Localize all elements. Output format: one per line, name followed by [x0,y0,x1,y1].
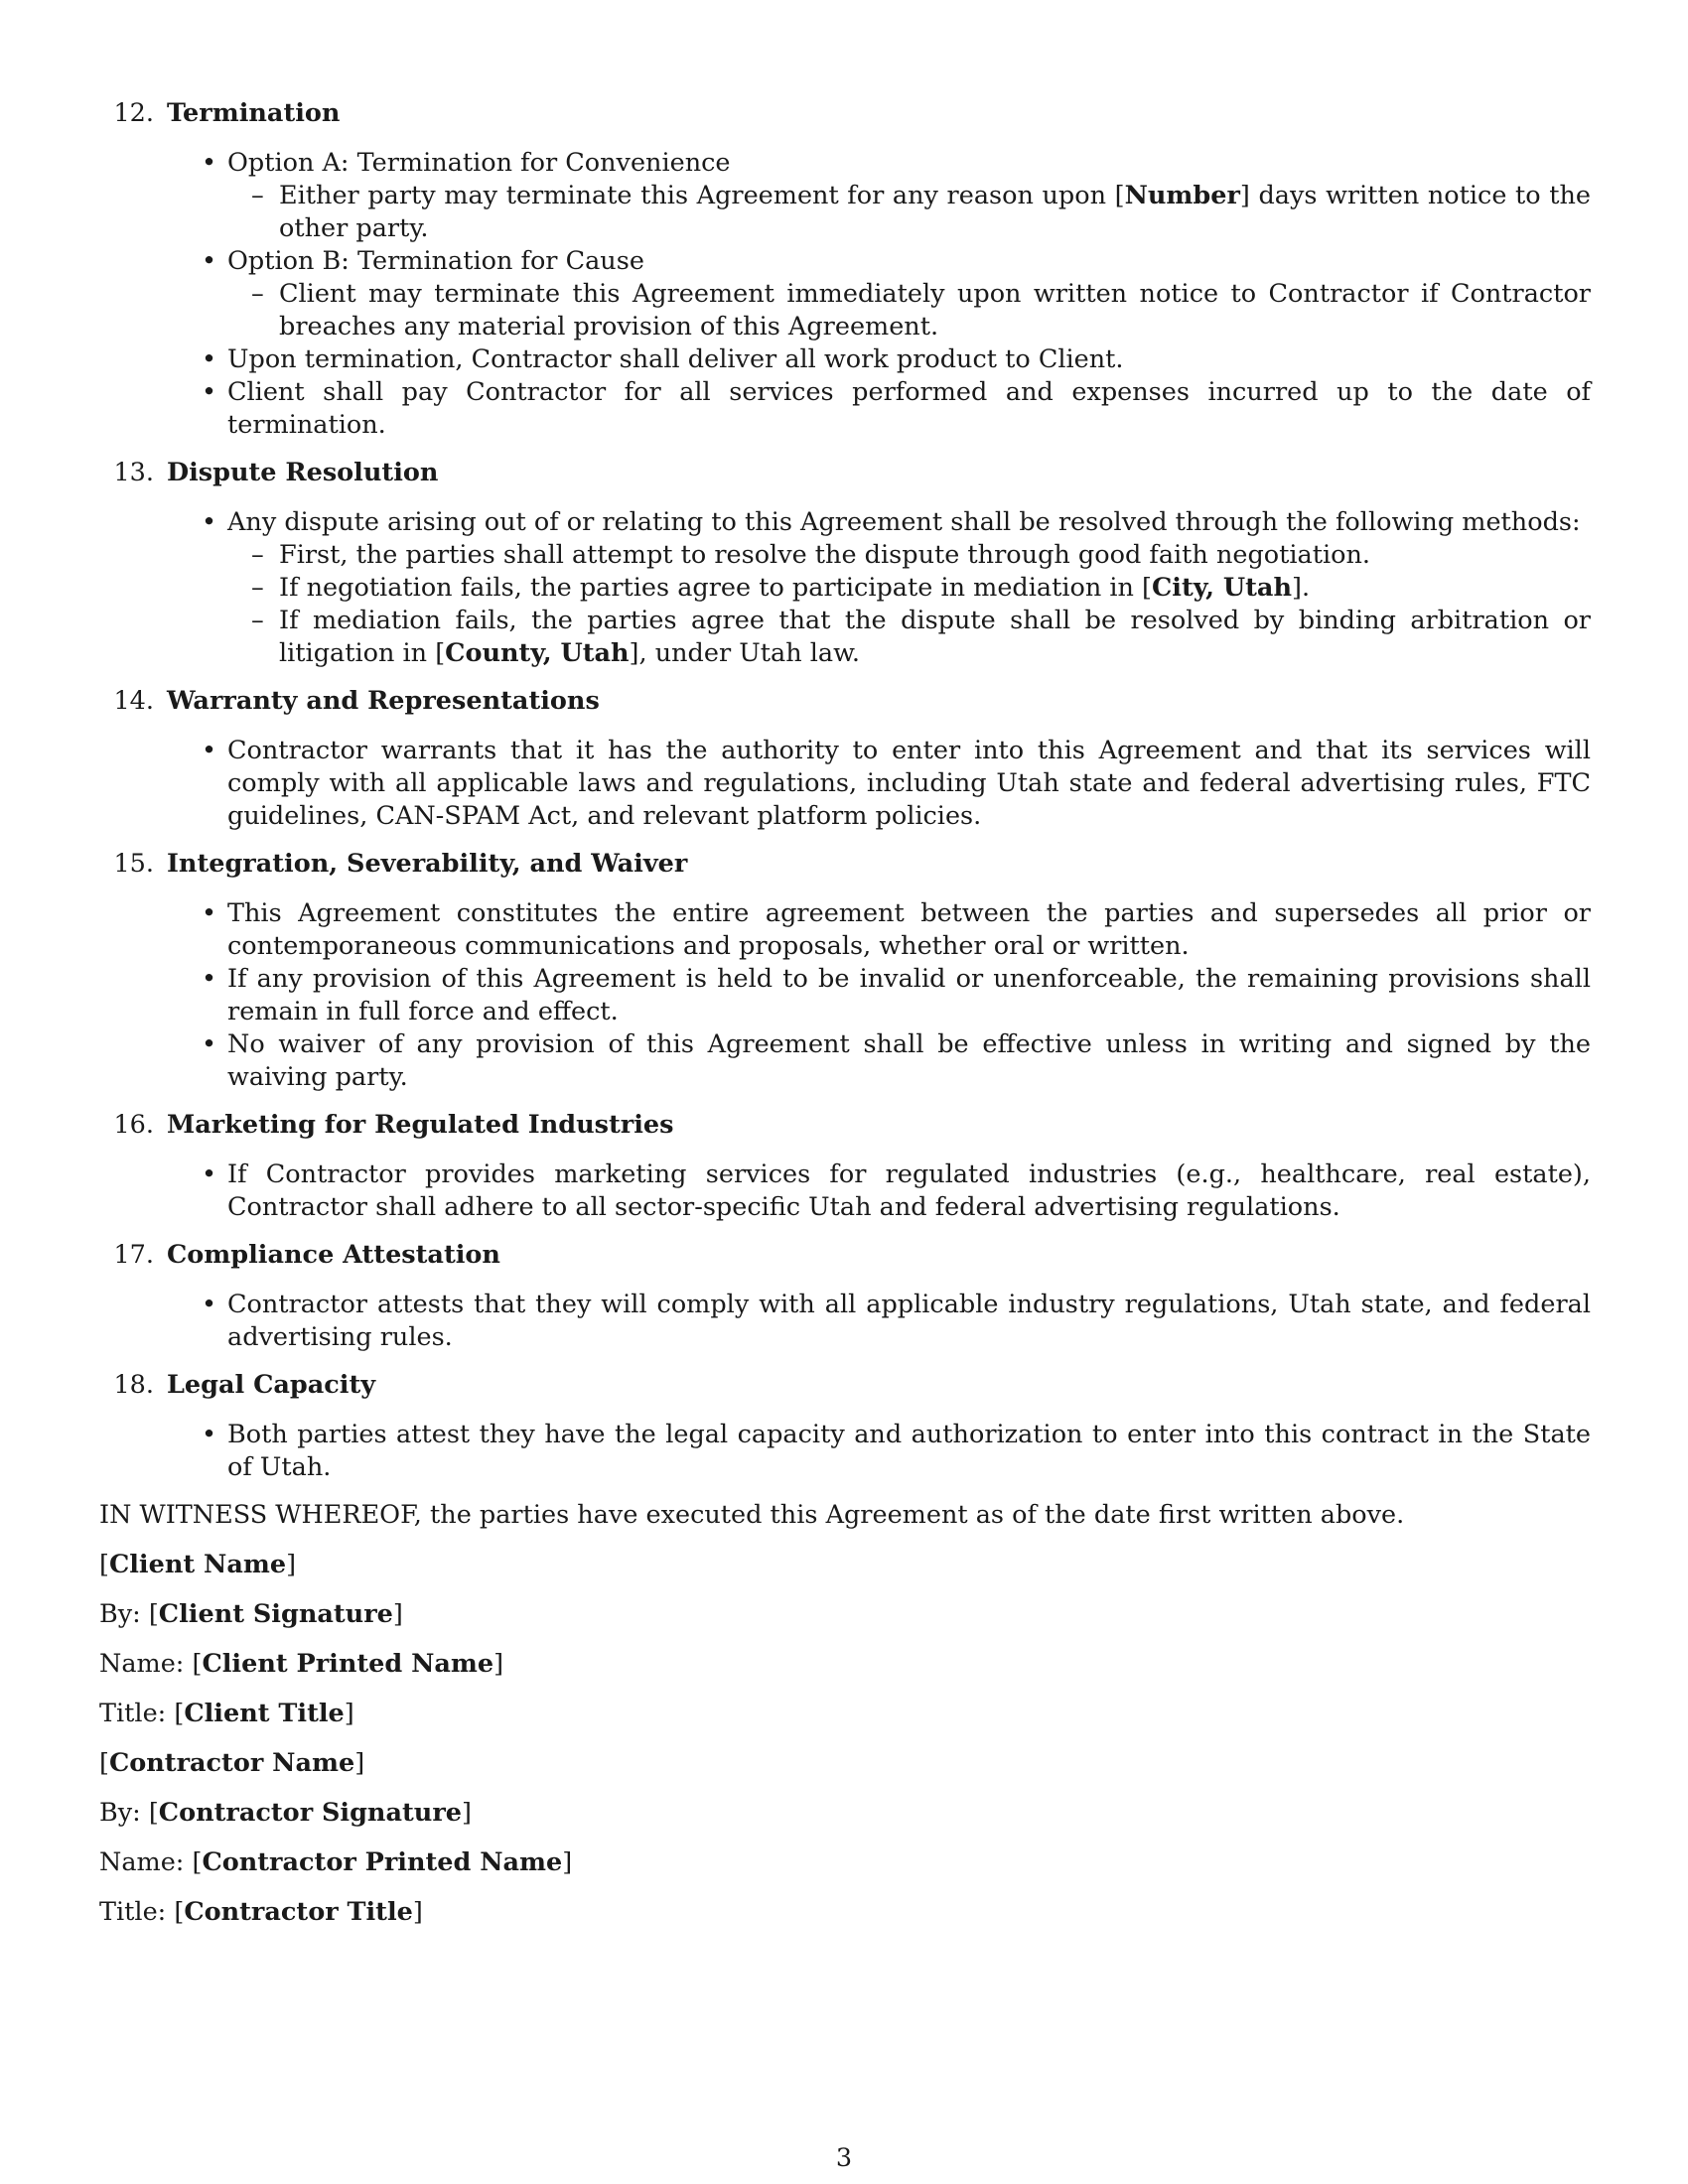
signature-line [99,1846,1591,1879]
sections-list [99,97,1591,1484]
bracket-open: [ [192,1649,203,1679]
bracket-close: ] [286,1550,297,1579]
placeholder-field: Client Signature [158,1599,393,1629]
placeholder-field: Number [1124,181,1240,210]
signature-line [99,1598,1591,1631]
bracket-open: [ [192,1847,203,1877]
bullet-text: • Upon termination, Contractor shall deliver all work product to Client. [227,344,1124,374]
bracket-close: ] [562,1847,573,1877]
sub-item-text: ], under Utah law. [629,638,860,668]
bullet-text: • Contractor attests that they will comply with all applicable industry regulations, Utah state, and federal advertising rules. [227,1290,1591,1352]
signature-label: Title: [99,1699,175,1728]
bullet-text: • Option A: Termination for Convenience [227,148,731,178]
bullet-text: • If any provision of this Agreement is held to be invalid or unenforceable, the remaining provisions shall remain in full force and effect. [227,964,1591,1026]
sub-item [279,605,1591,670]
section-title: Integration, Severability, and Waiver [167,849,688,879]
section-12 [99,97,1591,442]
bullet-text: • This Agreement constitutes the entire agreement between the parties and supersedes all prior or contemporaneous communications and proposals, whether oral or written. [227,898,1591,961]
placeholder-field: County, Utah [445,638,630,668]
signature-block [99,1549,1591,1929]
sub-item-text: If mediation fails, the parties agree that the dispute shall be resolved by binding arbitration or litigation in [ [279,606,1591,668]
section-number: 13. [113,458,154,487]
placeholder-field: Client Title [184,1699,345,1728]
signature-line [99,1896,1591,1929]
bracket-open: [ [148,1599,159,1629]
bracket-close: ] [344,1699,354,1728]
placeholder-field: Client Name [108,1550,287,1579]
sub-item-text: ]. [1292,573,1311,603]
placeholder-field: Contractor Title [184,1897,413,1927]
section-number: 15. [113,849,154,879]
placeholder-field: Contractor Signature [158,1798,462,1828]
section-14 [99,685,1591,833]
sub-list [227,180,1591,245]
bullet-item [227,1289,1591,1354]
section-title: Termination [167,98,341,128]
section-number: 12. [113,98,154,128]
signature-label: Name: [99,1847,193,1877]
sub-list [227,278,1591,343]
document-body [99,97,1591,1946]
bracket-close: ] [412,1897,423,1927]
signature-label: Title: [99,1897,175,1927]
section-title: Marketing for Regulated Industries [167,1110,674,1140]
bullet-text: • Option B: Termination for Cause [227,246,644,276]
section-16 [99,1109,1591,1224]
bullet-item [227,1028,1591,1094]
bullet-item [227,897,1591,963]
sub-item-text: If negotiation fails, the parties agree to participate in mediation in [ [279,573,1153,603]
bullet-item [227,963,1591,1028]
section-heading [99,457,1591,489]
signature-label: By: [99,1798,149,1828]
sub-item-text: ] days written notice to the other party. [279,181,1591,243]
bullet-item [227,343,1591,376]
sub-item [279,572,1591,605]
placeholder-field: City, Utah [1152,573,1292,603]
bullet-item [227,376,1591,442]
signature-label: Name: [99,1649,193,1679]
placeholder-field: Contractor Name [108,1748,355,1778]
bullet-list [99,506,1591,670]
bracket-close: ] [392,1599,403,1629]
witness-statement: IN WITNESS WHEREOF, the parties have executed this Agreement as of the date first written above. [99,1500,1405,1530]
placeholder-field: Contractor Printed Name [202,1847,563,1877]
section-number: 18. [113,1370,154,1400]
bullet-item [227,506,1591,670]
bullet-text: • No waiver of any provision of this Agreement shall be effective unless in writing and signed by the waiving party. [227,1029,1591,1092]
section-title: Warranty and Representations [167,686,600,716]
bracket-open: [ [174,1897,185,1927]
section-heading [99,1109,1591,1142]
sub-list [227,539,1591,670]
bracket-close: ] [354,1748,365,1778]
section-heading [99,1239,1591,1272]
sub-item-text: First, the parties shall attempt to resolve the dispute through good faith negotiation. [279,540,1371,570]
sub-item-text: Either party may terminate this Agreement for any reason upon [ [279,181,1125,210]
bracket-open: [ [99,1550,109,1579]
signature-line [99,1698,1591,1730]
bullet-item [227,1159,1591,1224]
section-title: Legal Capacity [167,1370,376,1400]
page-number: 3 [835,2143,853,2173]
bracket-open: [ [174,1699,185,1728]
section-title: Compliance Attestation [167,1240,500,1270]
bullet-text: • Client shall pay Contractor for all services performed and expenses incurred up to the date of termination. [227,377,1591,440]
sub-item [279,278,1591,343]
bullet-item [227,245,1591,343]
bullet-list [99,1159,1591,1224]
section-title: Dispute Resolution [167,458,439,487]
section-13 [99,457,1591,670]
section-heading [99,848,1591,881]
bullet-list [99,1419,1591,1484]
section-number: 16. [113,1110,154,1140]
section-heading [99,685,1591,718]
section-heading [99,1369,1591,1402]
signature-label: By: [99,1599,149,1629]
bracket-open: [ [99,1748,109,1778]
sub-item-text: Client may terminate this Agreement immediately upon written notice to Contractor if Contractor breaches any material provision of this Agreement. [279,279,1591,341]
bullet-list [99,1289,1591,1354]
bullet-list [99,147,1591,442]
signature-line [99,1549,1591,1581]
bullet-list [99,735,1591,833]
bullet-item [227,735,1591,833]
bullet-item [227,147,1591,245]
section-15 [99,848,1591,1094]
placeholder-field: Client Printed Name [202,1649,494,1679]
bullet-list [99,897,1591,1094]
signature-line [99,1797,1591,1830]
bullet-text: • Contractor warrants that it has the authority to enter into this Agreement and that its services will comply with all applicable laws and regulations, including Utah state and federal advertising rules, FTC guidelines, CAN-SPAM Act, and relevant platform policies. [227,736,1591,831]
section-number: 14. [113,686,154,716]
sub-item [279,539,1591,572]
bullet-text: • Both parties attest they have the legal capacity and authorization to enter into this contract in the State of Utah. [227,1420,1591,1482]
sub-item [279,180,1591,245]
signature-line [99,1747,1591,1780]
bullet-item [227,1419,1591,1484]
bracket-open: [ [148,1798,159,1828]
signature-line [99,1648,1591,1681]
section-number: 17. [113,1240,154,1270]
section-17 [99,1239,1591,1354]
bullet-text: • Any dispute arising out of or relating to this Agreement shall be resolved through the following methods: [227,507,1581,537]
section-heading [99,97,1591,130]
bracket-close: ] [461,1798,472,1828]
bullet-text: • If Contractor provides marketing services for regulated industries (e.g., healthcare, real estate), Contractor shall adhere to all sector-specific Utah and federal advertising regulations. [227,1160,1591,1222]
section-18 [99,1369,1591,1484]
bracket-close: ] [493,1649,504,1679]
